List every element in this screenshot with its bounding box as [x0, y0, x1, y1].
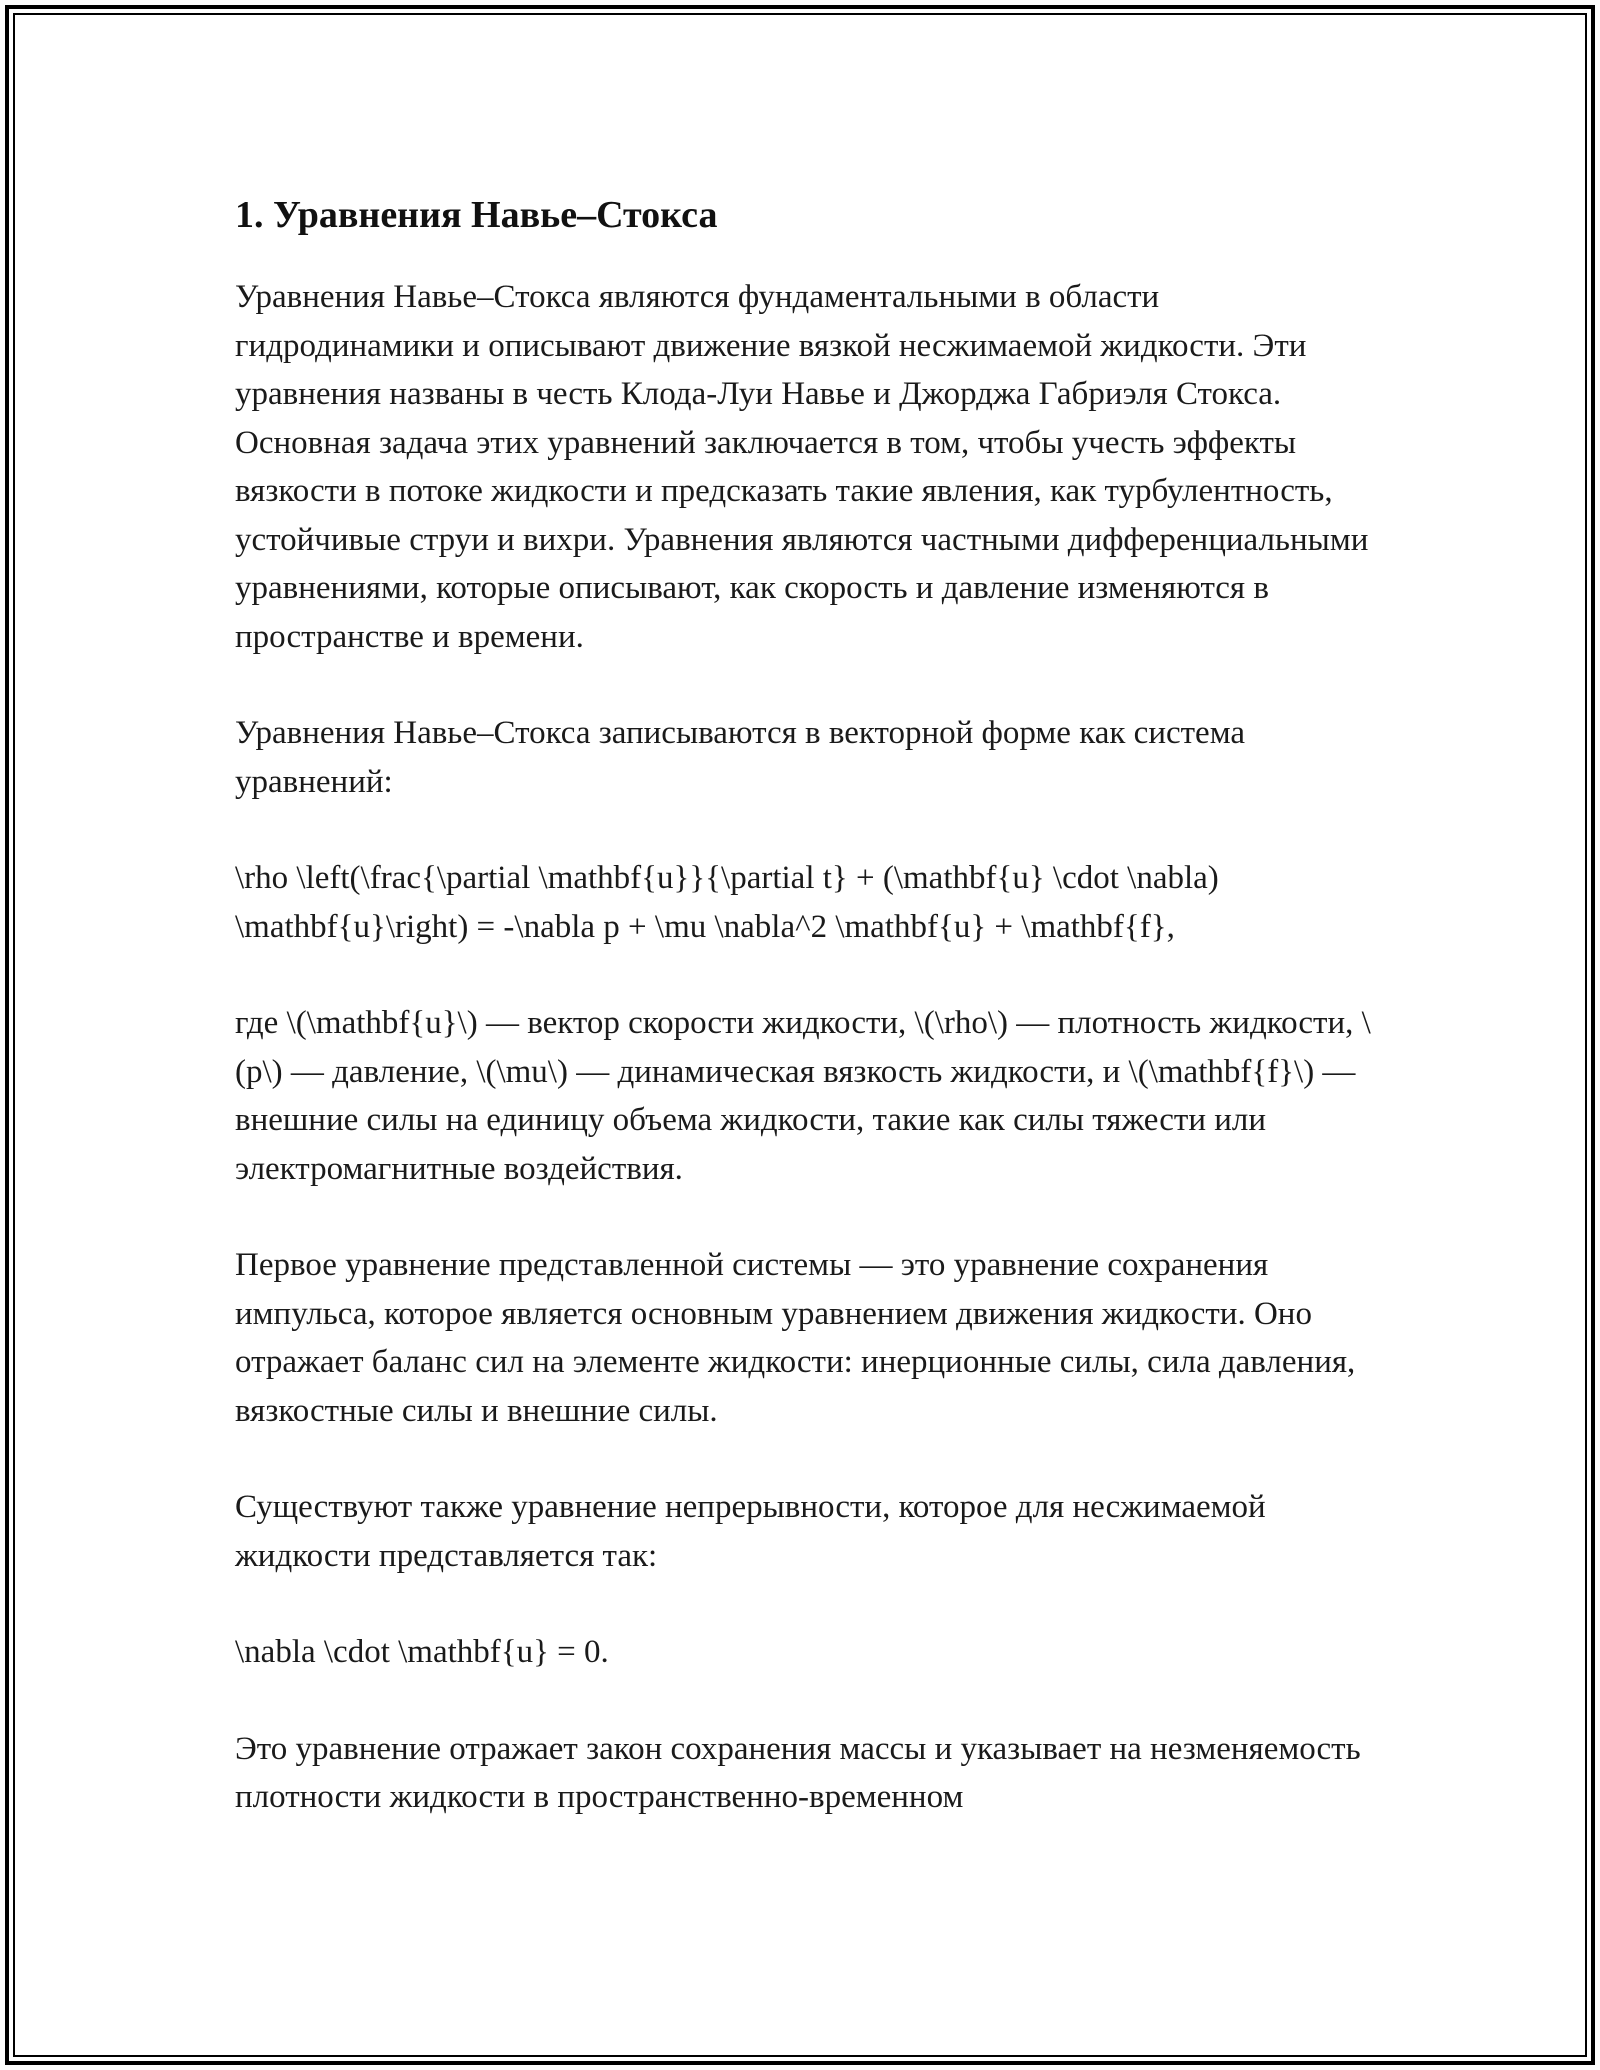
paragraph-vector-form: Уравнения Навье–Стокса записываются в векторной форме как система уравнений: [235, 715, 1245, 800]
equation-momentum: \rho \left(\frac{\partial \mathbf{u}}{\partial t} + (\mathbf{u} \cdot \nabla) \mathbf{u}\right) = -\nabla p + \mu \nabla^2 \mathbf{u} + \mathbf{f}, [235, 860, 1219, 945]
paragraph-definitions: где \(\mathbf{u}\) — вектор скорости жидкости, \(\rho\) — плотность жидкости, \(p\) — давление, \(\mu\) — динамическая вязкость жидкости, и \(\mathbf{f}\) — внешние силы на единицу объема жидкости, такие как силы тяжести или электромагнитные воздействия. [235, 1005, 1371, 1187]
paragraph-mass-conservation: Это уравнение отражает закон сохранения массы и указывает на незменяемость плотности жидкости в пространственно-временном [235, 1730, 1361, 1815]
section-heading: 1. Уравнения Навье–Стокса [235, 194, 718, 236]
paragraph-continuity-intro: Существуют также уравнение непрерывности, которое для несжимаемой жидкости представляется так: [235, 1489, 1266, 1574]
equation-continuity: \nabla \cdot \mathbf{u} = 0. [235, 1634, 609, 1670]
paragraph-intro: Уравнения Навье–Стокса являются фундаментальными в области гидродинамики и описывают движение вязкой несжимаемой жидкости. Эти уравнения названы в честь Клода-Луи Навье и Джорджа Габриэля Стокса. Основная задача этих уравнений заключается в том, чтобы учесть эффекты вязкости в потоке жидкости и предсказать такие явления, как турбулентность, устойчивые струи и вихри. Уравнения являются частными дифференциальными уравнениями, которые описывают, как скорость и давление изменяются в пространстве и времени. [235, 279, 1369, 655]
paragraph-momentum-conservation: Первое уравнение представленной системы — это уравнение сохранения импульса, которое является основным уравнением движения жидкости. Оно отражает баланс сил на элементе жидкости: инерционные силы, сила давления, вязкостные силы и внешние силы. [235, 1247, 1356, 1429]
document-body [235, 187, 1375, 1870]
